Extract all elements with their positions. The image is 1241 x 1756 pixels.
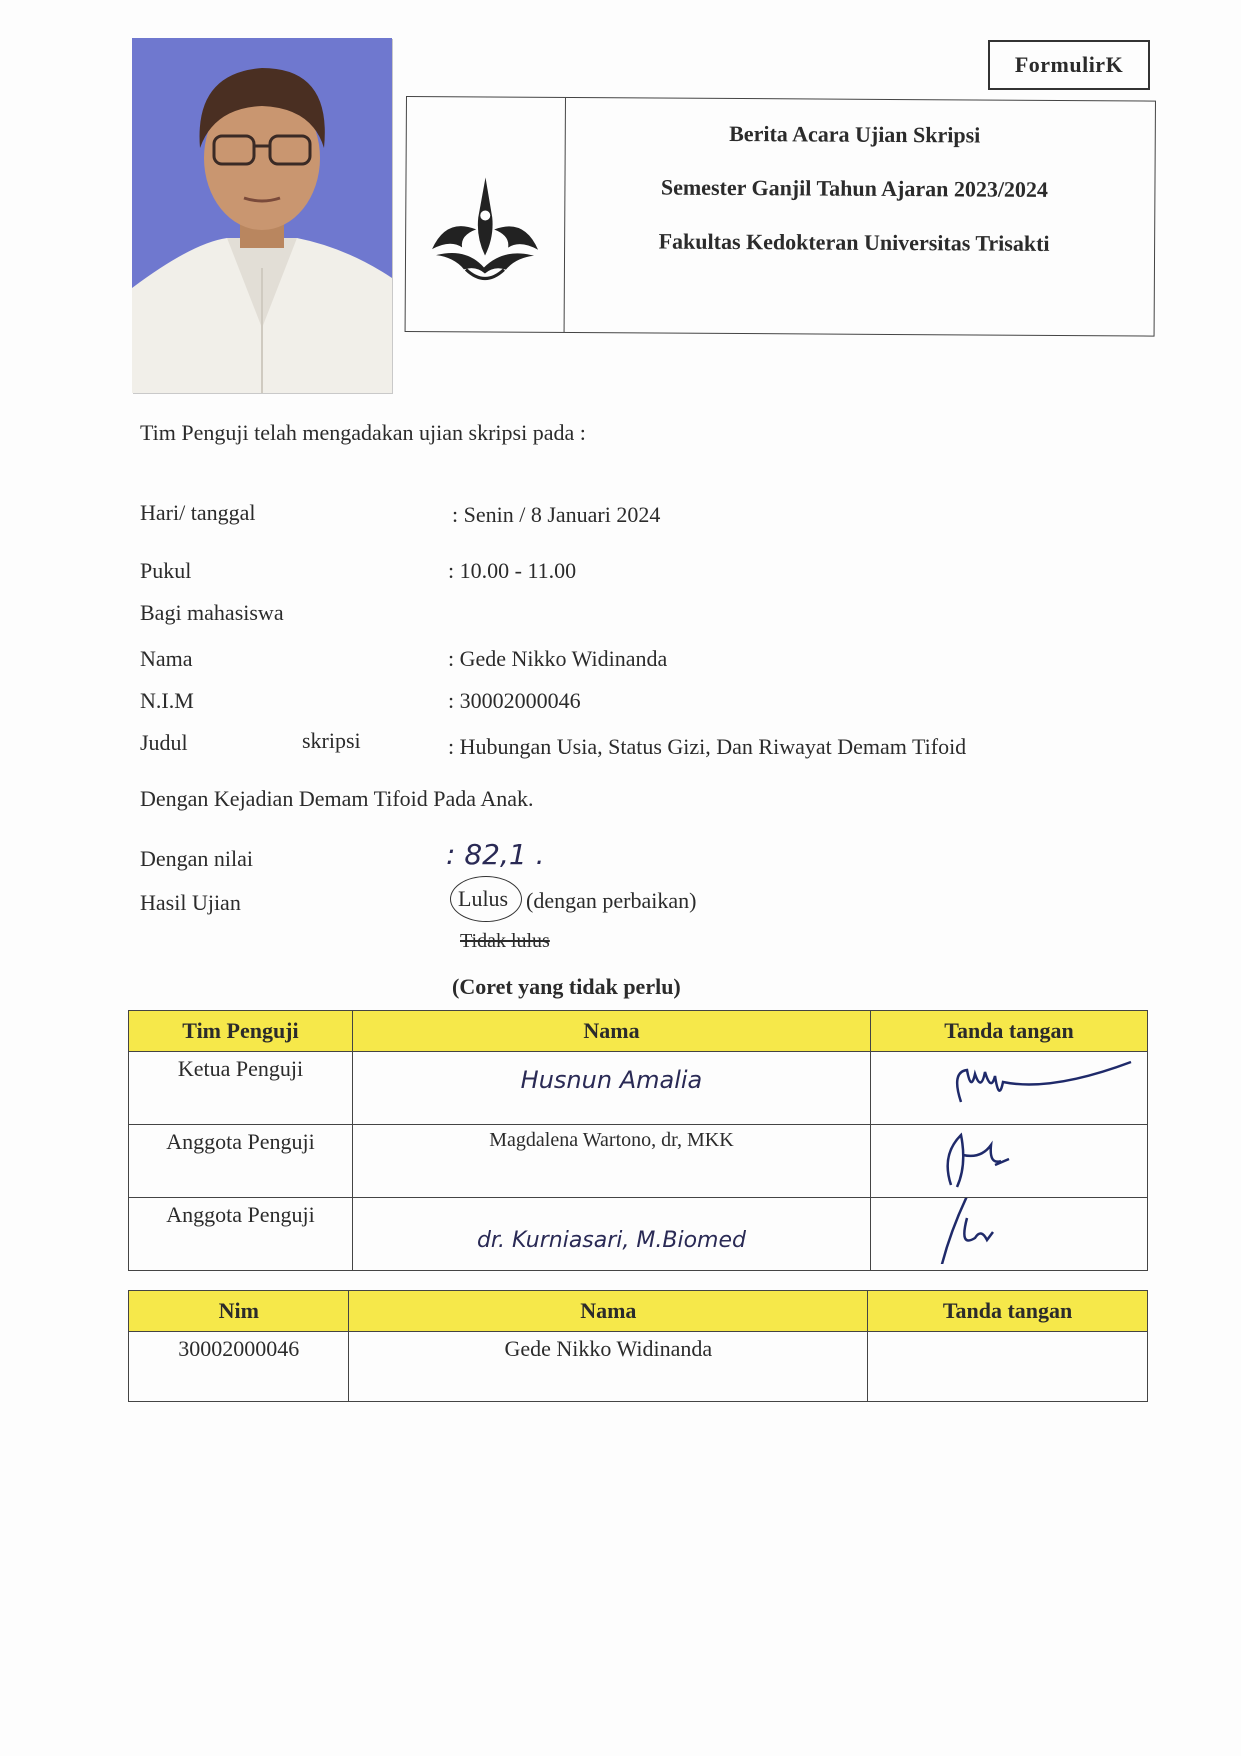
nim-value: : 30002000046 (448, 688, 581, 713)
nim-label: N.I.M (140, 688, 194, 713)
signature-mark (871, 1198, 1141, 1264)
signature-mark (871, 1125, 1141, 1191)
nim-cell: 30002000046 (129, 1332, 349, 1402)
examiner-name-cell: Magdalena Wartono, dr, MKK (352, 1125, 870, 1198)
role-cell: Ketua Penguji (129, 1052, 353, 1125)
col-header-nim: Nim (129, 1291, 349, 1332)
university-logo-icon (426, 177, 545, 288)
signature-cell (871, 1198, 1148, 1271)
thesis-title-label: Judul (140, 730, 188, 755)
strike-note: (Coret yang tidak perlu) (452, 974, 681, 999)
signature-cell (871, 1125, 1148, 1198)
header-semester: Semester Ganjil Tahun Ajaran 2023/2024 (660, 174, 1049, 202)
table-row (129, 1125, 1148, 1198)
time-label: Pukul (140, 558, 192, 583)
form-code-badge: FormulirK (988, 40, 1150, 90)
col-header-signature: Tanda tangan (868, 1291, 1148, 1332)
table-row (129, 1052, 1148, 1125)
student-table (128, 1290, 1148, 1402)
thesis-title-label-end: skripsi (302, 728, 361, 753)
table-row (129, 1332, 1148, 1402)
student-name-cell: Gede Nikko Widinanda (349, 1332, 868, 1402)
col-header-name: Nama (352, 1011, 870, 1052)
signature-cell (868, 1332, 1148, 1402)
signature-cell (871, 1052, 1148, 1125)
header-title: Berita Acara Ujian Skripsi (729, 120, 981, 148)
student-photo (132, 38, 392, 393)
student-label: Bagi mahasiswa (140, 600, 284, 625)
examiner-name-cell: Husnun Amalia (352, 1052, 870, 1125)
result-pass: Lulus (458, 886, 509, 911)
col-header-team: Tim Penguji (129, 1011, 353, 1052)
thesis-title-continuation: Dengan Kejadian Demam Tifoid Pada Anak. (140, 786, 534, 811)
thesis-title-value: : Hubungan Usia, Status Gizi, Dan Riwayat Demam Tifoid (448, 734, 967, 759)
examiner-name-cell: dr. Kurniasari, M.Biomed (352, 1198, 870, 1271)
score-value: : 82,1 . (446, 838, 545, 871)
time-value: : 10.00 - 11.00 (448, 558, 577, 583)
table-row (129, 1198, 1148, 1271)
date-label: Hari/ tanggal (140, 500, 256, 525)
header-divider (564, 98, 566, 332)
header-faculty: Fakultas Kedokteran Universitas Trisakti (658, 228, 1050, 256)
examiners-table (128, 1010, 1148, 1271)
date-value: : Senin / 8 Januari 2024 (452, 502, 661, 527)
role-cell: Anggota Penguji (129, 1125, 353, 1198)
result-fail: Tidak lulus (460, 930, 550, 952)
intro-text: Tim Penguji telah mengadakan ujian skripsi pada : (140, 420, 586, 445)
result-pass-note: (dengan perbaikan) (526, 888, 697, 913)
score-label: Dengan nilai (140, 846, 254, 871)
document-header (405, 96, 1156, 337)
name-value: : Gede Nikko Widinanda (448, 646, 668, 671)
col-header-signature: Tanda tangan (871, 1011, 1148, 1052)
name-label: Nama (140, 646, 193, 671)
col-header-name: Nama (349, 1291, 868, 1332)
result-label: Hasil Ujian (140, 890, 241, 915)
role-cell: Anggota Penguji (129, 1198, 353, 1271)
signature-mark (871, 1052, 1141, 1118)
